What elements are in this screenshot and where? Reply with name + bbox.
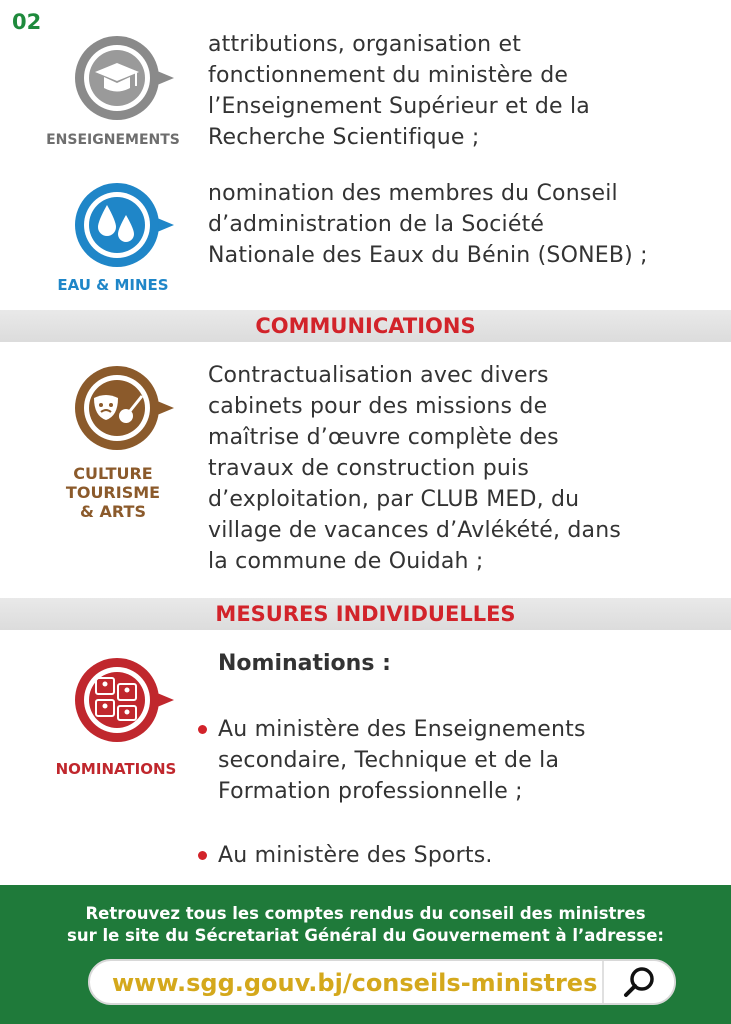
section-title-communications: COMMUNICATIONS: [255, 314, 476, 338]
people-speech-bubbles-icon: [62, 650, 182, 750]
text-line: maîtrise d’œuvre complète des: [208, 425, 559, 450]
section-text-enseignements: [208, 29, 723, 153]
section-text-eau-mines: [208, 178, 728, 271]
category-label-enseignements: ENSEIGNEMENTS: [46, 132, 180, 148]
mesures-band: [0, 598, 731, 630]
bullet-text-line: secondaire, Technique et de la: [218, 748, 560, 773]
text-line: fonctionnement du ministère de: [208, 63, 569, 88]
bullet-text-line: Formation professionnelle ;: [218, 779, 523, 804]
category-label-nominations: NOMINATIONS: [55, 760, 177, 778]
footer-text: [0, 903, 731, 947]
theatre-masks-guitar-icon: [62, 358, 182, 458]
footer: [0, 885, 731, 1024]
section-text-culture: [208, 360, 728, 577]
text-line: travaux de construction puis: [208, 456, 529, 481]
enseignements-icon-badge: [62, 28, 182, 138]
category-label-line: TOURISME: [65, 483, 161, 502]
text-line: nomination des membres du Conseil: [208, 181, 618, 206]
text-line: la commune de Ouidah ;: [208, 549, 484, 574]
search-icon: [604, 961, 674, 1003]
text-line: attributions, organisation et: [208, 32, 522, 57]
culture-icon-badge: [62, 358, 182, 468]
nomination-bullet-1: [198, 714, 718, 807]
category-label-line: CULTURE: [73, 464, 153, 483]
communications-band: [0, 310, 731, 342]
graduation-cap-icon: [62, 28, 182, 128]
footer-line: sur le site du Sécretariat Général du Gouvernement à l’adresse:: [67, 926, 664, 945]
text-line: d’administration de la Société: [208, 212, 545, 237]
page-number: 02: [12, 10, 42, 34]
text-line: Recherche Scientifique ;: [208, 125, 480, 150]
bullet-dot: [198, 851, 207, 860]
search-button[interactable]: [602, 961, 674, 1003]
nominations-heading: Nominations :: [218, 651, 391, 676]
text-line: l’Enseignement Supérieur et de la: [208, 94, 590, 119]
nominations-icon-badge: [62, 650, 182, 760]
eau-mines-icon-badge: [62, 175, 182, 285]
section-title-mesures: MESURES INDIVIDUELLES: [215, 602, 516, 626]
text-line: Nationale des Eaux du Bénin (SONEB) ;: [208, 243, 648, 268]
url-link[interactable]: www.sgg.gouv.bj/conseils-ministres: [112, 969, 598, 997]
water-drops-icon: [62, 175, 182, 275]
bullet-dot: [198, 725, 207, 734]
footer-line: Retrouvez tous les comptes rendus du conseil des ministres: [85, 904, 646, 923]
text-line: d’exploitation, par CLUB MED, du: [208, 487, 580, 512]
category-label-culture: [38, 464, 188, 521]
bullet-text-line: Au ministère des Enseignements: [218, 717, 586, 742]
url-search-bar[interactable]: [88, 959, 676, 1005]
category-label-eau-mines: EAU & MINES: [57, 276, 169, 294]
text-line: village de vacances d’Avlékété, dans: [208, 518, 622, 543]
category-label-line: & ARTS: [80, 502, 146, 521]
nomination-bullet-2: [198, 840, 718, 871]
text-line: cabinets pour des missions de: [208, 394, 548, 419]
bullet-text-line: Au ministère des Sports.: [218, 843, 493, 868]
text-line: Contractualisation avec divers: [208, 363, 549, 388]
